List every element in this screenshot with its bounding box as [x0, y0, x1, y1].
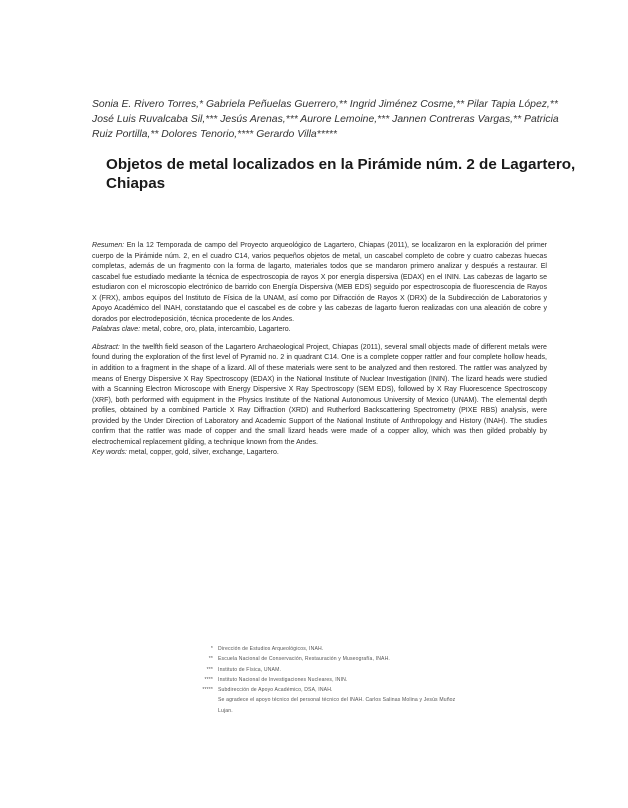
- resumen-text: En la 12 Temporada de campo del Proyecto arqueológico de Lagartero, Chiapas (2011), se localizaron en la exploración del primer cuerpo de la Pirámide núm. 2, en el cuadro C14, varios pequeños objetos de metal, un cascabel completo de cobre y cuatro cabezas huecas completas, además de un fragmento con la forma de lagarto, materiales todos que se mandaron primero analizar y después a restaurar. El cascabel fue estudiado mediante la técnica de espectroscopia de rayos X por energía dispersiva (EDAX) en el ININ. Las cabezas de lagarto se estudiaron con el microscopio electrónico de barrido con Energía Dispersiva (MEB EDS) seguido por espectroscopia de fluorescencia de Rayos X (FRX), ambos equipos del Instituto de Física de la UNAM, así como por Difracción de Rayos X (DRX) de la Subdirección de Laboratorios y Apoyo Académico del INAH, constatando que el cascabel es de cobre y las cabezas de lagarto fueron realizadas con una aleación de cobre y dorados por electrodeposición, técnica procedente de los Andes.: [92, 242, 547, 323]
- footnote-mark: **: [208, 656, 213, 663]
- footnote-text: [218, 695, 554, 716]
- footnote-text: Dirección de Estudios Arqueológicos, INAH.: [218, 646, 324, 652]
- abstract-paragraph: [92, 343, 547, 448]
- footnote: [194, 685, 554, 695]
- footnote-text: Escuela Nacional de Conservación, Restauración y Museografía, INAH.: [218, 656, 390, 663]
- acknowledgement-continuation: Lujan.: [218, 707, 233, 714]
- keywords-label: Key words:: [92, 449, 127, 457]
- footnote-mark: *: [210, 646, 213, 652]
- footnote: [194, 644, 554, 654]
- footnote: [194, 665, 554, 675]
- article-title: Objetos de metal localizados en la Pirámide núm. 2 de Lagartero, Chiapas: [106, 156, 576, 192]
- acknowledgement-text: Se agradece el apoyo técnico del personal técnico del INAH. Carlos Salinas Molina y Jesús Muñoz: [218, 697, 456, 704]
- footnotes: [194, 644, 554, 716]
- abstract-label: Abstract:: [92, 343, 120, 351]
- footnote-mark: ***: [206, 666, 213, 673]
- author-list: Sonia E. Rivero Torres,* Gabriela Peñuelas Guerrero,** Ingrid Jiménez Cosme,** Pilar Tapia López,** José Luis Ruvalcaba Sil,*** Jesús Arenas,*** Aurore Lemoine,*** Jannen Contreras Vargas,** Patricia Ruiz Portilla,** Dolores Tenorio,**** Gerardo Villa*****: [92, 99, 559, 140]
- abstract-block: [92, 241, 547, 459]
- keywords-text: metal, copper, gold, silver, exchange, Lagartero.: [128, 449, 279, 457]
- abstract-text: In the twelfth field season of the Lagartero Archaeological Project, Chiapas (2011), several small objects made of different metals were found during the exploration of the first level of Pyramid no. 2 in quadrant C14. One is a complete copper rattler and four complete hollow heads, in addition to a fragment in the shape of a lizard. All of these materials were sent to be analyzed and then restored. The rattler was analyzed by means of Energy Dispersive X Ray Spectroscopy (EDAX) in the National Institute of Nuclear Investigation (ININ). The lizard heads were studied with a Scanning Electron Microscope with Energy Dispersive X Ray Spectroscopy (SEM EDS), followed by X Ray Fluorescence Spectroscopy (XRF), both performed with equipment in the Physics Institute of the National Autonomous University of Mexico (UNAM). The elemental depth profiles, obtained by a combined Particle X Ray Diffraction (XRD) and Rutherford Backscattering Spectrometry (PIXE RBS) analysis, were provided by the Under Direction of Laboratory and Academic Support of the National Institute of Anthropology and History (INAH). The studies confirm that the rattler was made of copper and the small lizard heads were made of a copper alloy, which was then gilded probably by electrochemical replacement gilding, a technique known from the Andes.: [92, 343, 547, 446]
- resumen-label: Resumen:: [92, 242, 125, 249]
- keywords-paragraph: [92, 448, 547, 459]
- footnote: [194, 654, 554, 664]
- footnote: [194, 675, 554, 685]
- palabras-clave-label: Palabras clave:: [92, 326, 141, 334]
- footnote-text: Subdirección de Apoyo Académico, DSA, INAH.: [218, 687, 333, 694]
- footnote-mark: ****: [204, 676, 213, 683]
- footnote-text: Instituto de Física, UNAM.: [218, 666, 282, 673]
- footnote-text: Instituto Nacional de Investigaciones Nucleares, ININ.: [218, 676, 348, 683]
- resumen-paragraph: [92, 241, 547, 325]
- palabras-clave-text: metal, cobre, oro, plata, intercambio, Lagartero.: [142, 326, 291, 334]
- palabras-clave-paragraph: [92, 325, 547, 336]
- footnote-mark: [194, 695, 218, 716]
- footnote-acknowledgement: [194, 695, 554, 716]
- footnote-mark: *****: [202, 687, 213, 694]
